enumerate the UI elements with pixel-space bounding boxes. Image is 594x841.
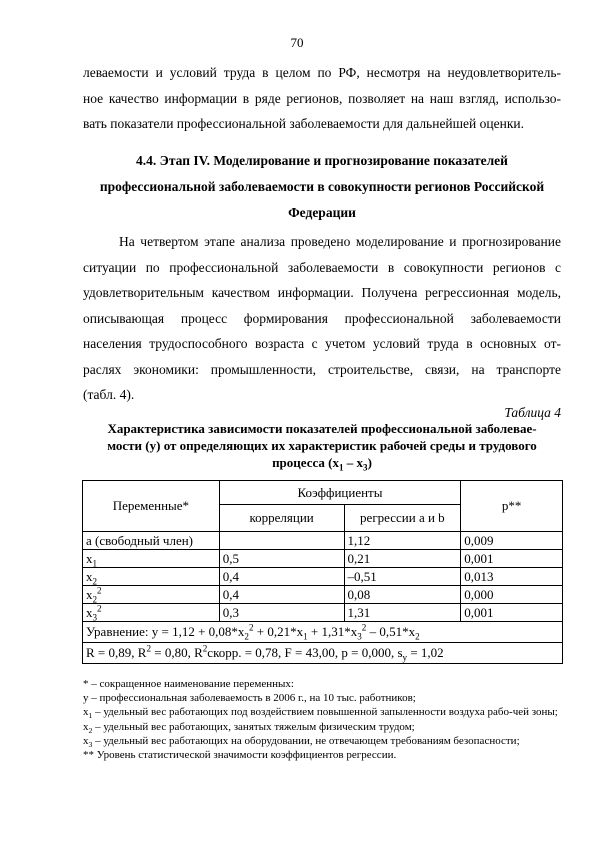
table-title <box>83 420 561 471</box>
header-variables: Переменные* <box>83 481 220 532</box>
regression-cell: 1,12 <box>344 532 461 550</box>
heading-line: 4.4. Этап IV. Моделирование и прогнозирование показателей <box>136 153 508 168</box>
variable-cell: $x_3^2$ <box>83 604 220 622</box>
p-cell: 0,001 <box>461 604 563 622</box>
intro-line: вать показатели профессиональной заболеваемости для дальнейшей оценки. <box>83 116 524 131</box>
header-p: p** <box>461 481 563 532</box>
regression-table <box>82 480 563 664</box>
correlation-cell: 0,5 <box>219 550 344 568</box>
header-regression: регрессии a и b <box>344 505 461 532</box>
intro-line: леваемости и условий труда в целом по РФ, несмотря на неудовлетворитель- <box>83 65 561 80</box>
correlation-cell: 0,4 <box>219 586 344 604</box>
note-line: $x_3$ – удельный вес работающих на оборудовании, не отвечающем требованиям безопасности; <box>83 734 520 749</box>
body-line: (табл. 4). <box>83 387 135 402</box>
p-cell: 0,000 <box>461 586 563 604</box>
table-title-line: процесса $(x_1 - x_3)$ <box>272 455 372 473</box>
regression-cell: –0,51 <box>344 568 461 586</box>
intro-paragraph <box>83 60 561 137</box>
body-line: ситуации по профессиональной заболеваемости в совокупности регионов с <box>83 259 561 275</box>
body-line: населения трудоспособного возраста с учетом условий труда в основных от- <box>83 336 561 351</box>
body-line: раслях экономики: промышленности, строительстве, связи, на транспорте <box>83 361 561 377</box>
statistics-row: R = 0,89, $R^2 = 0,80$, $R^2скорр$. = 0,78, F = 43,00, p = 0,000, $s_y = 1,02$ <box>83 643 563 664</box>
table-notes <box>83 677 561 762</box>
section-heading <box>83 148 561 226</box>
body-line: удовлетворительным качеством информации. Получена регрессионная модель, <box>83 285 561 300</box>
equation-row: Уравнение: $y = 1,12 + 0,08*x_2^2 + 0,21*x_1 + 1,31*x_3^2 - 0,51*x_2$ <box>83 622 563 643</box>
regression-cell: 0,08 <box>344 586 461 604</box>
table-row <box>83 586 563 604</box>
body-line: На четвертом этапе анализа проведено моделирование и прогнозирование <box>119 234 561 249</box>
table-row <box>83 604 563 622</box>
intro-line: ное качество информации в ряде регионов, позволяет на наш взгляд, использо- <box>83 90 561 106</box>
table-row <box>83 568 563 586</box>
variable-cell: $x_2$ <box>83 568 220 586</box>
correlation-cell: 0,3 <box>219 604 344 622</box>
note-line: ** Уровень статистической значимости коэффициентов регрессии. <box>83 749 397 762</box>
header-coefficients: Коэффициенты <box>219 481 461 505</box>
p-cell: 0,009 <box>461 532 563 550</box>
correlation-cell <box>219 532 344 550</box>
variable-cell: $x_1$ <box>83 550 220 568</box>
header-correlation: корреляции <box>219 505 344 532</box>
note-line: * – сокращенное наименование переменных: <box>83 678 294 690</box>
note-line: $x_2$ – удельный вес работающих, занятых тяжелым физическим трудом; <box>83 720 415 735</box>
variable-cell: a (свободный член) <box>83 532 220 550</box>
page-number: 70 <box>290 35 304 50</box>
heading-line: Федерации <box>288 205 356 220</box>
note-line: $x_1$ – удельный вес работающих под воздействием повышенной запыленности воздуха рабо-чей зоны; <box>83 706 558 721</box>
table-row <box>83 532 563 550</box>
heading-line: профессиональной заболеваемости в совокупности регионов Российской <box>99 179 545 194</box>
table-number: Таблица 4 <box>504 405 561 420</box>
variable-cell: $x_2^2$ <box>83 586 220 604</box>
regression-cell: 1,31 <box>344 604 461 622</box>
regression-cell: 0,21 <box>344 550 461 568</box>
body-paragraph <box>83 229 561 408</box>
table-title-line: мости (y) от определяющих их характеристик рабочей среды и трудового <box>107 438 537 453</box>
table-row <box>83 550 563 568</box>
table-title-line: Характеристика зависимости показателей профессиональной заболевае- <box>107 421 537 436</box>
p-cell: 0,013 <box>461 568 563 586</box>
correlation-cell: 0,4 <box>219 568 344 586</box>
note-line: y – профессиональная заболеваемость в 2006 г., на 10 тыс. работников; <box>83 692 416 705</box>
p-cell: 0,001 <box>461 550 563 568</box>
body-line: описывающая процесс формирования профессиональной заболеваемости <box>83 310 561 326</box>
